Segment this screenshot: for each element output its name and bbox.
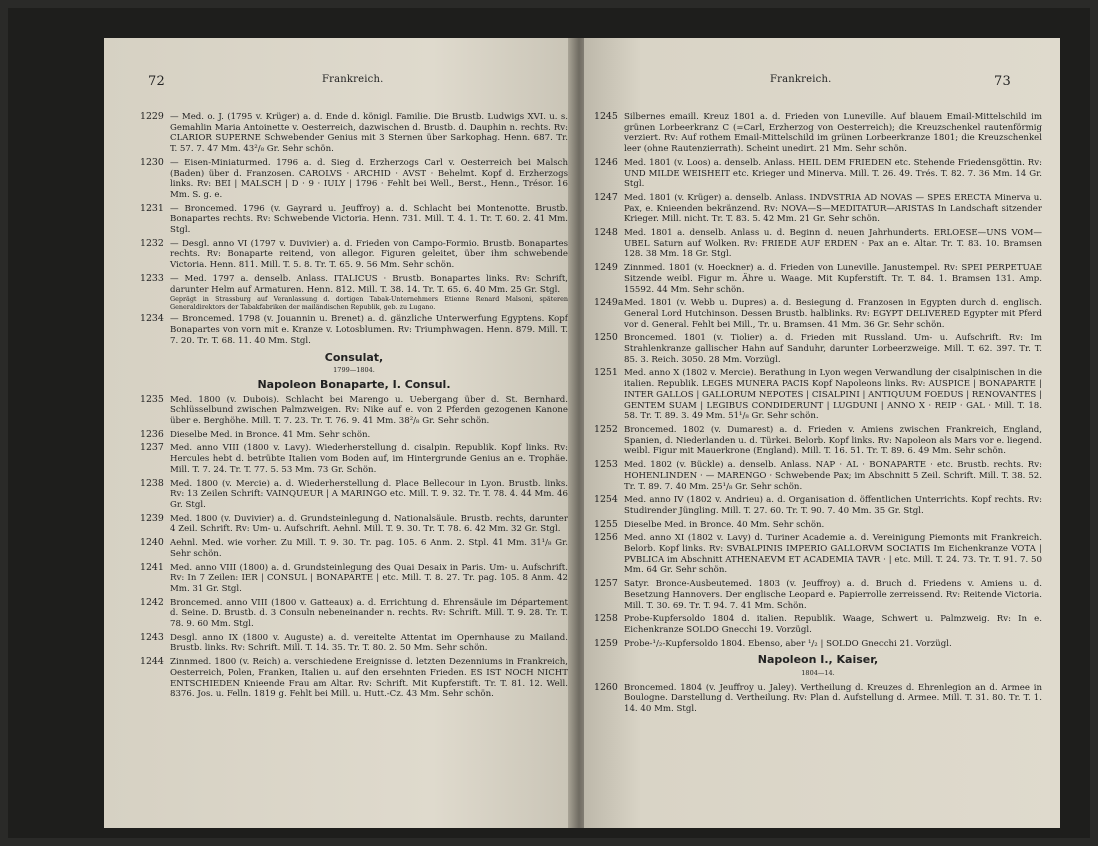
entry-number: 1249a <box>594 297 624 309</box>
entry-text: Probe-Kupfersoldo 1804 d. italien. Republik. Waage, Schwert u. Palmzweig. Rv: In e. Eichenkranze SOLDO Gnecchi 19. Vorzügl. <box>624 614 1042 635</box>
entry-number: 1260 <box>594 681 618 693</box>
entry-number: 1254 <box>594 494 618 506</box>
entry-number: 1255 <box>594 518 618 530</box>
entry-text: Med. anno XI (1802 v. Lavy) d. Turiner Academie a. d. Vereinigung Piemonts mit Frankreich. Belorb. Kopf links. Rv: SVBALPINIS IMPERIO GALLORVM SOCIATIS Im Eichenkranze VOTA | PVBLICA im Abschnitt ATHENAEVM ET ACADEMIA TAVR · | etc. Mill. T. 24. 73. Tr. T. 91. 7. 50 Mm. 64 Gr. Sehr schön. <box>624 533 1042 576</box>
entry-number: 1247 <box>594 191 618 203</box>
catalog-entry <box>594 533 1042 576</box>
entry-text: — Broncemed. 1796 (v. Gayrard u. Jeuffroy) a. d. Schlacht bei Montenotte. Brustb. Bonapartes rechts. Rv: Schwebende Victoria. Henn. 731. Mill. T. 4. 1. Tr. T. 60. 2. 41 Mm. Stgl. <box>170 203 568 236</box>
entry-text: Probe-¹/₂-Kupfersoldo 1804. Ebenso, aber ¹/₂ | SOLDO Gnecchi 21. Vorzügl. <box>624 638 952 649</box>
entry-text: Med. 1800 (v. Dubois). Schlacht bei Marengo u. Uebergang über d. St. Bernhard. Schlüsselbund zwischen Palmzweigen. Rv: Nike auf e. von 2 Pferden gezogenen Kanone über e. Berghöhe. Mill. T. 7. 23. Tr. T. 76. 9. 41 Mm. 38²/₈ Gr. Sehr schön. <box>170 394 568 427</box>
entry-footnote: Geprägt in Strassburg auf Veranlassung d. dortigen Tabak-Unternehmers Etienne Renard Malsoni, späteren Generaldirektors der Tabakfabriken der mailändischen Republik, geb. zu Lugano. <box>170 295 568 311</box>
entry-number: 1250 <box>594 332 618 344</box>
catalog-entry <box>594 368 1042 422</box>
catalog-entry <box>594 333 1042 365</box>
entry-number: 1256 <box>594 532 618 544</box>
catalog-entry <box>594 112 1042 155</box>
entry-text: Med. 1801 (v. Webb u. Dupres) a. d. Besiegung d. Franzosen in Egypten durch d. englisch. General Lord Hutchinson. Dessen Brustb. halblinks. Rv: EGYPT DELIVERED Egypter mit Pferd vor d. General. Fehlt bei Mill., Tr. u. Bramsen. 41 Mm. 36 Gr. Sehr schön. <box>624 298 1042 330</box>
entry-text: — Broncemed. 1798 (v. Jouannin u. Brenet) a. d. gänzliche Unterwerfung Egyptens. Kopf Bonapartes von vorn mit e. Kranze v. Lotosblumen. Rv: Triumphwagen. Henn. 879. Mill. T. 7. 20. Tr. T. 68. 11. 40 Mm. Stgl. <box>170 314 568 346</box>
entry-text: Med. anno IV (1802 v. Andrieu) a. d. Organisation d. öffentlichen Unterrichts. Kopf rechts. Rv: Studirender Jüngling. Mill. T. 27. 60. Tr. T. 90. 7. 40 Mm. 35 Gr. Stgl. <box>624 495 1042 516</box>
entry-number: 1259 <box>594 637 618 649</box>
section-years: 1799—1804. <box>333 366 375 375</box>
entry-number: 1231 <box>140 202 164 214</box>
entry-text: Desgl. anno IX (1800 v. Auguste) a. d. vereitelte Attentat im Opernhause zu Mailand. Brustb. links. Rv: Schrift. Mill. T. 14. 35. Tr. T. 80. 2. 50 Mm. Sehr schön. <box>170 632 568 654</box>
entry-text: Med. 1800 (v. Duvivier) a. d. Grundsteinlegung d. Nationalsäule. Brustb. rechts, darunter 4 Zeil. Schrift. Rv: Um- u. Aufschrift. Aehnl. Mill. T. 9. 30. Tr. T. 78. 6. 42 Mm. 32 Gr. Stgl. <box>170 513 568 535</box>
entry-text: Zinnmed. 1800 (v. Reich) a. verschiedene Ereignisse d. letzten Dezenniums in Frankreich, Oesterreich, Polen, Franken, Italien u. auf den ersehnten Frieden. ES IST NOCH NICHT ENTSCHIEDEN Knieende Frau am Altar. Rv: Schrift. Mit Kupferstift. Tr. T. 81. 12. Well. 8376. Jos. u. Felln. 1819 g. Fehlt bei Mill. u. Hutt.-Cz. 43 Mm. Sehr schön. <box>170 657 568 700</box>
catalog-entry <box>140 395 568 427</box>
left-page-content <box>140 112 568 703</box>
catalog-entry <box>594 193 1042 225</box>
catalog-entry <box>594 425 1042 457</box>
entry-number: 1248 <box>594 227 618 239</box>
entry-number: 1229 <box>140 111 164 122</box>
catalog-entry <box>140 314 568 346</box>
catalog-entry <box>594 263 1042 295</box>
catalog-entry <box>140 479 568 511</box>
catalog-entry <box>594 683 1042 715</box>
entry-number: 1238 <box>140 477 164 489</box>
catalog-entry <box>594 639 1042 650</box>
entry-number: 1233 <box>140 272 164 284</box>
entry-text: Broncemed. 1804 (v. Jeuffroy u. Jaley). Vertheilung d. Kreuzes d. Ehrenlegion an d. Armee in Boulogne. Darstellung d. Vertheilung. Rv: Plan d. Aufstellung d. Armee. Mill. T. 31. 80. Tr. T. 1. 14. 40 Mm. Stgl. <box>624 682 1042 715</box>
entry-text: Med. 1800 (v. Mercie) a. d. Wiederherstellung d. Place Bellecour in Lyon. Brustb. links. Rv: 13 Zeilen Schrift: VAINQUEUR | A MARINGO etc. Mill. T. 9. 32. Tr. T. 78. 4. 44 Mm. 46 Gr. Stgl. <box>170 478 568 510</box>
catalog-entry <box>140 633 568 654</box>
catalog-entry <box>594 614 1042 635</box>
catalog-entry <box>140 158 568 201</box>
entry-number: 1249 <box>594 262 618 274</box>
entry-number: 1239 <box>140 512 164 524</box>
catalog-entry <box>140 563 568 595</box>
section-title: Napoleon I., Kaiser, <box>757 653 879 667</box>
entry-text: Zinnmed. 1801 (v. Hoeckner) a. d. Frieden von Luneville. Janustempel. Rv: SPEI PERPETUAE Sitzende weibl. Figur m. Ähre u. Waage. Mit Kupferstift. Tr. T. 84. 1. Bramsen 131. Amp. 15592. 44 Mm. Sehr schön. <box>624 263 1042 295</box>
entry-number: 1246 <box>594 156 618 168</box>
entry-number: 1252 <box>594 423 618 435</box>
entry-number: 1235 <box>140 393 164 405</box>
catalog-entry <box>140 430 568 441</box>
entry-text: — Desgl. anno VI (1797 v. Duvivier) a. d. Frieden von Campo-Formio. Brustb. Bonapartes rechts. Rv: Bonaparte reitend, von allegor. Figuren geleitet, über ihm schwebende Victoria. Henn. 811. Mill. T. 5. 8. Tr. T. 65. 9. 56 Mm. Sehr schön. <box>170 238 568 271</box>
entry-text: Broncemed. 1801 (v. Tiolier) a. d. Frieden mit Russland. Um- u. Aufschrift. Rv: Im Strahlenkranze gallischer Hahn auf Sanduhr, darunter Lorbeerzweige. Mill. T. 62. 397. Tr. T. 85. 3. Reich. 3050. 28 Mm. Vorzügl. <box>624 333 1042 365</box>
section-title: Consulat, <box>324 350 384 364</box>
catalog-entry <box>594 298 1042 330</box>
page-number: 72 <box>148 74 165 89</box>
entry-number: 1236 <box>140 428 164 440</box>
entry-text: Dieselbe Med. in Bronce. 41 Mm. Sehr schön. <box>170 429 371 440</box>
entry-text: Med. 1802 (v. Bückle) a. denselb. Anlass. NAP · AL · BONAPARTE · etc. Brustb. rechts. Rv: HOHENLINDEN · — MARENGO · Schwebende Pax; im Abschnitt 5 Zeil. Schrift. Mill. T. 38. 52. Tr. T. 89. 7. 40 Mm. 25¹/₈ Gr. Sehr schön. <box>624 460 1042 492</box>
entry-number: 1258 <box>594 613 618 625</box>
entry-number: 1232 <box>140 237 164 249</box>
catalog-entry <box>594 495 1042 516</box>
entry-number: 1242 <box>140 596 164 608</box>
catalog-entry <box>594 158 1042 190</box>
catalog-entry <box>140 112 568 155</box>
catalog-entry <box>140 274 568 312</box>
entry-number: 1245 <box>594 111 618 122</box>
entry-number: 1244 <box>140 656 164 668</box>
catalog-entry <box>140 443 568 475</box>
entry-number: 1234 <box>140 313 164 325</box>
entry-text: Med. 1801 a. denselb. Anlass u. d. Beginn d. neuen Jahrhunderts. ERLOESE—UNS VOM—UBEL Saturn auf Wolken. Rv: FRIEDE AUF ERDEN · Pax an e. Altar. Tr. T. 83. 10. Bramsen 128. 38 Mm. 18 Gr. Stgl. <box>624 228 1042 260</box>
catalog-entry <box>140 204 568 236</box>
section-years: 1804—14. <box>801 669 835 678</box>
entry-number: 1251 <box>594 367 618 379</box>
entry-number: 1257 <box>594 578 618 590</box>
entry-number: 1230 <box>140 156 164 168</box>
entry-text: — Med. 1797 a. denselb. Anlass. ITALICUS · Brustb. Bonapartes links. Rv: Schrift, darunter Helm auf Armaturen. Henn. 812. Mill. T. 38. 14. Tr. T. 65. 6. 40 Mm. 25 Gr. Stgl. <box>170 273 568 295</box>
running-head: Frankreich. <box>770 74 832 85</box>
catalog-entry <box>594 520 1042 531</box>
page-number: 73 <box>994 74 1011 89</box>
entry-number: 1240 <box>140 537 164 549</box>
left-page <box>104 38 574 828</box>
right-page-content <box>594 112 1042 718</box>
entry-text: Med. anno VIII (1800) a. d. Grundsteinlegung des Quai Desaix in Paris. Um- u. Aufschrift. Rv: In 7 Zeilen: IER | CONSUL | BONAPARTE | etc. Mill. T. 8. 27. Tr. pag. 105. 8 Anm. 42 Mm. 31 Gr. Stgl. <box>170 562 568 594</box>
entry-text: Med. anno VIII (1800 v. Lavy). Wiederherstellung d. cisalpin. Republik. Kopf links. Rv: Hercules hebt d. betrübte Italien vom Boden auf, im Hintergrunde Genius an e. Trophäe. Mill. T. 7. 24. Tr. T. 77. 5. 53 Mm. 73 Gr. Schön. <box>170 443 568 475</box>
section-heading <box>140 350 568 391</box>
entry-text: Med. 1801 (v. Loos) a. denselb. Anlass. HEIL DEM FRIEDEN etc. Stehende Friedensgöttin. Rv: UND MILDE WEISHEIT etc. Krieger und Minerva. Mill. T. 26. 49. Trés. T. 82. 7. 36 Mm. 14 Gr. Stgl. <box>624 157 1042 190</box>
catalog-entry <box>140 598 568 630</box>
running-head: Frankreich. <box>322 74 384 85</box>
entry-number: 1237 <box>140 442 164 454</box>
entry-text: Med. 1801 (v. Krüger) a. denselb. Anlass. INDVSTRIA AD NOVAS — SPES ERECTA Minerva u. Pax, e. Knieenden bekränzend. Rv: NOVA—S—MEDITATUR—ARISTAS In Landschaft sitzender Krieger. Mill. nicht. Tr. T. 83. 5. 42 Mm. 21 Gr. Sehr schön. <box>624 192 1042 225</box>
catalog-entry <box>140 538 568 559</box>
book-spread <box>8 8 1090 838</box>
catalog-entry <box>140 657 568 700</box>
entry-text: Dieselbe Med. in Bronce. 40 Mm. Sehr schön. <box>624 519 825 530</box>
entry-text: — Eisen-Miniaturmed. 1796 a. d. Sieg d. Erzherzogs Carl v. Oesterreich bei Malsch (Baden) über d. Franzosen. CAROLVS · ARCHID · AVST · Behelmt. Kopf d. Erzherzogs links. Rv: BEI | MALSCH | D · 9 · IULY | 1796 · Fehlt bei Well., Berst., Henn., Trésor. 16 Mm. S. g. e. <box>170 157 568 200</box>
section-subtitle: Napoleon Bonaparte, I. Consul. <box>257 377 451 391</box>
right-page <box>584 38 1060 828</box>
catalog-entry <box>594 460 1042 492</box>
catalog-entry <box>140 514 568 535</box>
entry-number: 1253 <box>594 459 618 471</box>
entry-number: 1241 <box>140 561 164 573</box>
catalog-entry <box>594 228 1042 260</box>
entry-text: Satyr. Bronce-Ausbeutemed. 1803 (v. Jeuffroy) a. d. Bruch d. Friedens v. Amiens u. d. Besetzung Hannovers. Der englische Leopard e. Papierrolle zerreissend. Rv: Reitende Victoria. Mill. T. 30. 69. Tr. T. 94. 7. 41 Mm. Schön. <box>624 579 1042 611</box>
section-heading <box>594 655 1042 678</box>
catalog-entry <box>140 239 568 271</box>
catalog-entry <box>594 579 1042 611</box>
entry-text: Silbernes emaill. Kreuz 1801 a. d. Frieden von Luneville. Auf blauem Email-Mittelschild im grünen Lorbeerkranz C (=Carl, Erzherzog von Oesterreich); die Kreuzschenkel rautenförmig verziert. Rv: Auf rothem Email-Mittelschild im grünen Lorbeerkranze 1801; die Kreuzschenkel leer (ohne Rautenzierrath). Scheint unedirt. 21 Mm. Sehr schön. <box>624 112 1042 155</box>
entry-text: — Med. o. J. (1795 v. Krüger) a. d. Ende d. königl. Familie. Die Brustb. Ludwigs XVI. u. s. Gemahlin Maria Antoinette v. Oesterreich, dazwischen d. Brustb. d. Dauphin n. rechts. Rv: CLARIOR SUPERNE Schwebender Genius mit 3 Sternen über Sarkophag. Henn. 687. Tr. T. 57. 7. 47 Mm. 43²/₈ Gr. Sehr schön. <box>170 112 568 155</box>
entry-text: Aehnl. Med. wie vorher. Zu Mill. T. 9. 30. Tr. pag. 105. 6 Anm. 2. Stpl. 41 Mm. 31¹/₈ Gr. Sehr schön. <box>170 538 568 559</box>
entry-text: Med. anno X (1802 v. Mercie). Berathung in Lyon wegen Verwandlung der cisalpinischen in die italien. Republik. LEGES MUNERA PACIS Kopf Napoleons links. Rv: AUSPICE | BONAPARTE | INTER GALLOS | GALLORUM NEPOTES | CISALPINI | ANTIQUUM FOEDUS | RENOVANTES | GENTEM SUAM | LEGIBUS CONDIDERUNT | LUGDUNI | ANNO X · REIP · GAL · Mill. T. 18. 58. Tr. T. 89. 3. 49 Mm. 51¹/₈ Gr. Sehr schön. <box>624 368 1042 422</box>
entry-number: 1243 <box>140 631 164 643</box>
entry-text: Broncemed. anno VIII (1800 v. Gatteaux) a. d. Errichtung d. Ehrensäule im Département d. Seine. D. Brustb. d. 3 Consuln nebeneinander n. rechts. Rv: Schrift. Mill. T. 9. 28. Tr. T. 78. 9. 60 Mm. Stgl. <box>170 597 568 630</box>
entry-text: Broncemed. 1802 (v. Dumarest) a. d. Frieden v. Amiens zwischen Frankreich, England, Spanien, d. Niederlanden u. d. Türkei. Belorb. Kopf links. Rv: Napoleon als Mars vor e. liegend. weibl. Figur mit Mauerkrone (England). Mill. T. 16. 51. Tr. T. 89. 6. 49 Mm. Sehr schön. <box>624 424 1042 457</box>
